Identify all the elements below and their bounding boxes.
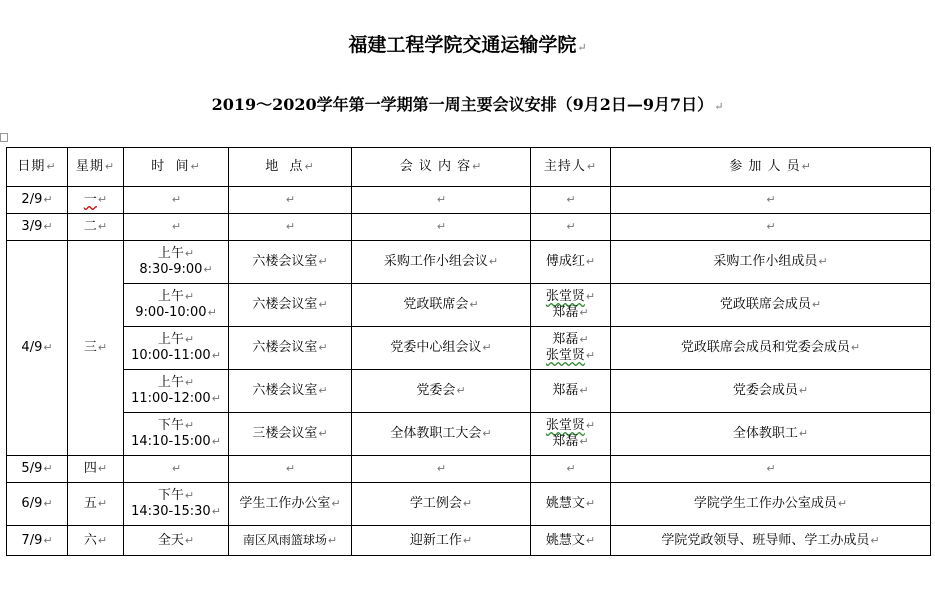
attendees-cell: 学院党政领导、班导师、学工办成员↵	[611, 526, 931, 556]
host-cell: ↵	[531, 187, 611, 214]
attendees-cell: 党政联席会成员和党委会成员↵	[611, 327, 931, 370]
place-cell: 六楼会议室↵	[229, 327, 352, 370]
header-attendees: 参 加 人 员↵	[611, 148, 931, 187]
header-time: 时 间↵	[124, 148, 229, 187]
weekday-cell: 六↵	[68, 526, 124, 556]
content-cell: ↵	[352, 214, 531, 241]
content-cell: 学工例会↵	[352, 483, 531, 526]
host-cell: 姚慧文↵	[531, 526, 611, 556]
content-cell: 党委会↵	[352, 370, 531, 413]
content-cell: 采购工作小组会议↵	[352, 241, 531, 284]
meeting-schedule-table	[6, 147, 931, 556]
time-cell: 下午↵ 14:10-15:00↵	[124, 413, 229, 456]
table-row	[7, 456, 931, 483]
place-cell: 六楼会议室↵	[229, 370, 352, 413]
host-cell: 张堂贤↵ 郑磊↵	[531, 413, 611, 456]
time-cell: 上午↵ 10:00-11:00↵	[124, 327, 229, 370]
header-weekday: 星期↵	[68, 148, 124, 187]
time-cell: ↵	[124, 214, 229, 241]
host-cell: 姚慧文↵	[531, 483, 611, 526]
paragraph-mark-icon: ↵	[577, 41, 587, 54]
header-date: 日期↵	[7, 148, 68, 187]
date-cell: 2/9↵	[7, 187, 68, 214]
place-cell: 六楼会议室↵	[229, 284, 352, 327]
date-cell: 4/9↵	[7, 241, 68, 456]
attendees-cell: ↵	[611, 187, 931, 214]
host-cell: ↵	[531, 456, 611, 483]
host-cell: 傅成红↵	[531, 241, 611, 284]
table-move-handle-icon[interactable]	[0, 133, 8, 142]
table-row	[7, 526, 931, 556]
place-cell: 学生工作办公室↵	[229, 483, 352, 526]
header-place: 地 点↵	[229, 148, 352, 187]
place-cell: ↵	[229, 187, 352, 214]
table-row	[7, 284, 931, 327]
place-cell: 三楼会议室↵	[229, 413, 352, 456]
attendees-cell: 采购工作小组成员↵	[611, 241, 931, 284]
content-cell: ↵	[352, 456, 531, 483]
document-title: 福建工程学院交通运输学院↵	[348, 34, 587, 56]
attendees-cell: ↵	[611, 456, 931, 483]
table-row	[7, 187, 931, 214]
host-cell: 郑磊↵	[531, 370, 611, 413]
content-cell: 党委中心组会议↵	[352, 327, 531, 370]
date-cell: 7/9↵	[7, 526, 68, 556]
content-cell: ↵	[352, 187, 531, 214]
paragraph-mark-icon: ↵	[714, 100, 724, 113]
time-cell: 全天↵	[124, 526, 229, 556]
content-cell: 迎新工作↵	[352, 526, 531, 556]
weekday-cell: 三↵	[68, 241, 124, 456]
table-row	[7, 483, 931, 526]
place-cell: 南区风雨篮球场↵	[229, 526, 352, 556]
table-row	[7, 370, 931, 413]
time-cell: ↵	[124, 187, 229, 214]
place-cell: ↵	[229, 456, 352, 483]
weekday-cell: 二↵	[68, 214, 124, 241]
date-cell: 6/9↵	[7, 483, 68, 526]
host-cell: ↵	[531, 214, 611, 241]
header-content: 会 议 内 容↵	[352, 148, 531, 187]
content-cell: 全体教职工大会↵	[352, 413, 531, 456]
place-cell: 六楼会议室↵	[229, 241, 352, 284]
attendees-cell: 党委会成员↵	[611, 370, 931, 413]
table-row	[7, 327, 931, 370]
attendees-cell: 党政联席会成员↵	[611, 284, 931, 327]
table-row	[7, 214, 931, 241]
time-cell: 下午↵ 14:30-15:30↵	[124, 483, 229, 526]
time-cell: 上午↵ 8:30-9:00↵	[124, 241, 229, 284]
content-cell: 党政联席会↵	[352, 284, 531, 327]
document-subtitle: 2019～2020学年第一学期第一周主要会议安排（9月2日—9月7日）↵	[211, 95, 724, 114]
host-cell: 张堂贤↵ 郑磊↵	[531, 284, 611, 327]
table-header-row	[7, 148, 931, 187]
time-cell: 上午↵ 11:00-12:00↵	[124, 370, 229, 413]
attendees-cell: 学院学生工作办公室成员↵	[611, 483, 931, 526]
date-cell: 3/9↵	[7, 214, 68, 241]
time-cell: ↵	[124, 456, 229, 483]
weekday-cell: 四↵	[68, 456, 124, 483]
weekday-cell: 五↵	[68, 483, 124, 526]
table-row	[7, 241, 931, 284]
date-cell: 5/9↵	[7, 456, 68, 483]
weekday-cell: 一↵	[68, 187, 124, 214]
header-host: 主持人↵	[531, 148, 611, 187]
table-row	[7, 413, 931, 456]
time-cell: 上午↵ 9:00-10:00↵	[124, 284, 229, 327]
host-cell: 郑磊↵ 张堂贤↵	[531, 327, 611, 370]
attendees-cell: ↵	[611, 214, 931, 241]
attendees-cell: 全体教职工↵	[611, 413, 931, 456]
place-cell: ↵	[229, 214, 352, 241]
